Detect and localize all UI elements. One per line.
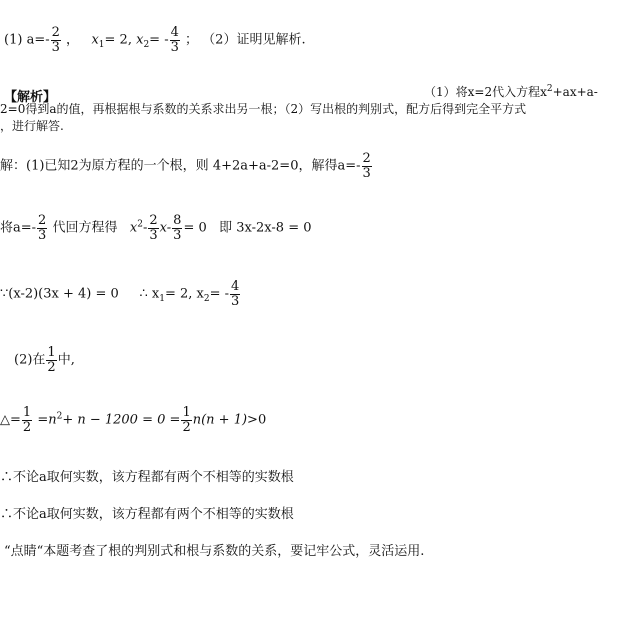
answer-x2-fraction: $\frac{4}{3}$	[170, 25, 179, 55]
answer-roots-text1: = 2,	[104, 32, 137, 48]
solution-part2: (2)在 $\frac{1}{2}$ 中,	[14, 345, 75, 375]
answer-a-fraction: $\frac{2}{3}$	[51, 25, 60, 55]
comment-note: “点睛“本题考查了根的判别式和根与系数的关系，要记牢公式，灵活运用.	[4, 544, 425, 559]
part2-fraction: $\frac{1}{2}$	[47, 345, 56, 375]
answer-part2: （2）证明见解析.	[202, 32, 306, 48]
answer-roots-text2: = -	[149, 32, 169, 48]
answer-a-label: a=-	[26, 32, 50, 48]
answer-semicolon: ；	[185, 32, 199, 48]
solution-delta: △= $\frac{1}{2}$ $=n^2+ n - 1200 = 0$ = $\frac{1}{2}$ n(n + 1)>0	[0, 405, 267, 435]
delta-fraction1: $\frac{1}{2}$	[22, 405, 32, 435]
solution-step2: 将a=- $\frac{2}{3}$ 代回方程得 $x^2-$ $\frac{2}{3}$ x- $\frac{8}{3}$ = 0 即 3x-2x-8 = 0	[0, 213, 312, 243]
conclusion-1: ∴不论a取何实数，该方程都有两个不相等的实数根	[0, 470, 294, 485]
step2-tail: 即 3x-2x-8 = 0	[219, 220, 312, 236]
analysis-line2: 2=0得到a的值，再根据根与系数的关系求出另一根；（2）写出根的判别式，配方后得到完全平方式	[0, 102, 527, 116]
step3-because: ∵(x-2)(3x + 4) = 0	[0, 286, 119, 302]
step2-f1: $\frac{2}{3}$	[149, 213, 158, 243]
solution-step3: ∵(x-2)(3x + 4) = 0 ∴ $x_1= 2$, $x_2=$ - $\frac{4}{3}$	[0, 279, 240, 309]
delta-fraction2: $\frac{1}{2}$	[182, 405, 191, 435]
answer-comma: ，	[66, 32, 80, 48]
analysis-label: 【解析】	[4, 90, 57, 105]
answer-x2: x	[136, 32, 144, 48]
answer-part1-label: (1)	[4, 32, 23, 48]
solution-step1: 解：(1)已知2为原方程的一个根，则 4+2a+a-2=0，解得a=- $\frac{2}{3}$	[0, 151, 371, 181]
answer-x1: x	[91, 32, 99, 48]
step1-fraction: $\frac{2}{3}$	[362, 151, 371, 181]
step2-f2: $\frac{8}{3}$	[173, 213, 182, 243]
conclusion-2: ∴不论a取何实数，该方程都有两个不相等的实数根	[0, 507, 294, 522]
analysis-line3: ，进行解答.	[0, 119, 64, 133]
step3-fraction: $\frac{4}{3}$	[231, 279, 240, 309]
step2-a-fraction: $\frac{2}{3}$	[38, 213, 47, 243]
answer-line: (1) a=- $\frac{2}{3}$ ， $x_1= 2$, $x_2=$ - $\frac{4}{3}$ ； （2）证明见解析.	[4, 25, 306, 55]
analysis-line1: （1）将x=2代入方程$x^2+ax+a-$	[424, 84, 598, 99]
